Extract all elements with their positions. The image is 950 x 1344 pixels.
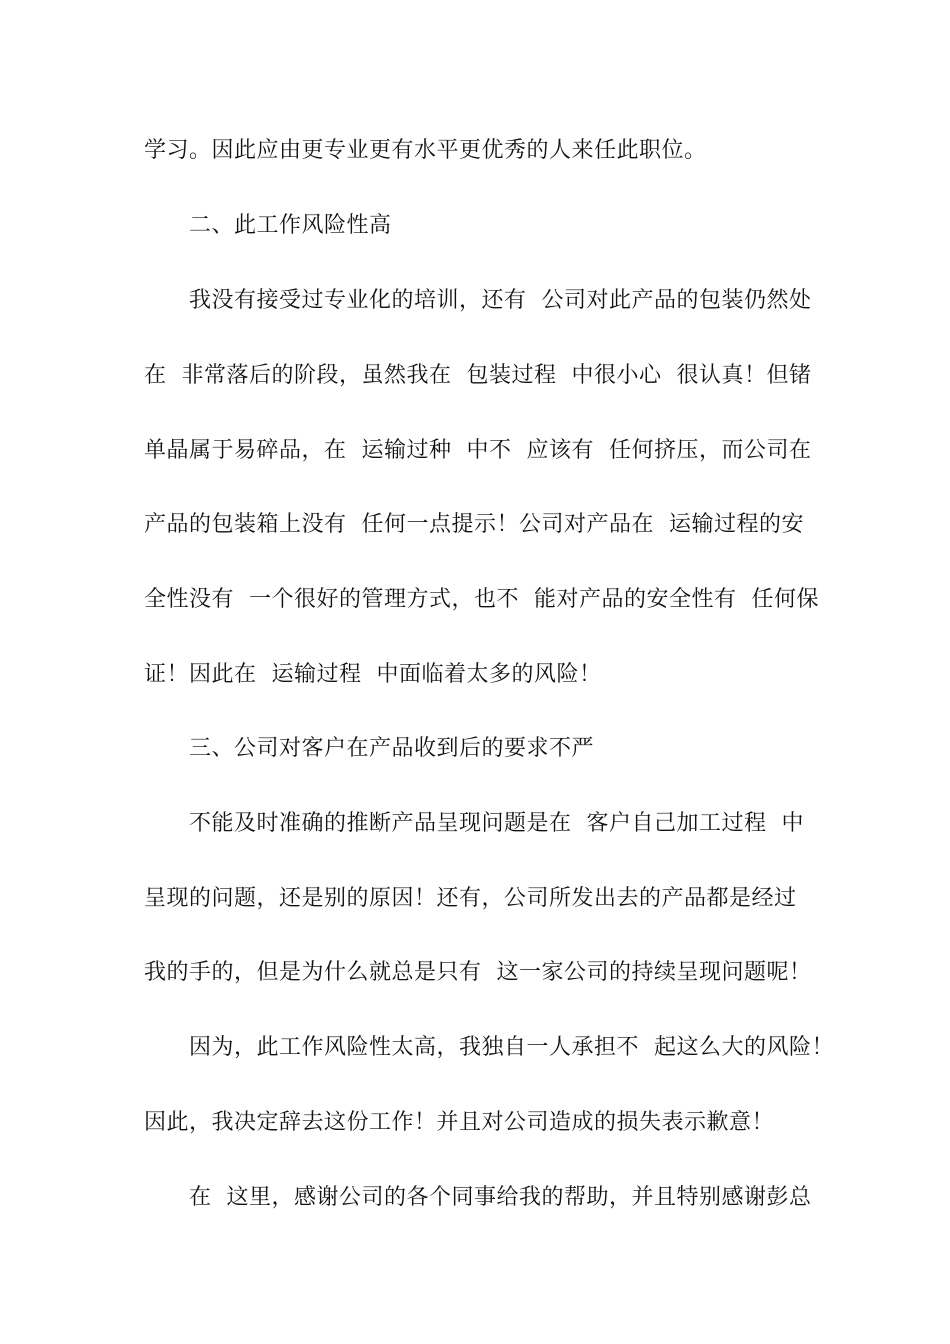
text-line-4: 在 非常落后的阶段，虽然我在 包装过程 中很小心 很认真！但锗 (144, 363, 812, 388)
text-line-7: 全性没有 一个很好的管理方式，也不 能对产品的安全性有 任何保 (144, 587, 819, 612)
text-line-13: 因为，此工作风险性太高，我独自一人承担不 起这么大的风险！ (189, 1035, 834, 1060)
text-line-1: 学习。因此应由更专业更有水平更优秀的人来任此职位。 (144, 138, 707, 163)
text-line-14: 因此，我决定辞去这份工作！并且对公司造成的损失表示歉意！ (144, 1110, 775, 1135)
text-line-10: 不能及时准确的推断产品呈现问题是在 客户自己加工过程 中 (189, 811, 804, 836)
section-heading-3: 三、公司对客户在产品收到后的要求不严 (189, 736, 595, 761)
section-heading-2: 二、此工作风险性高 (189, 213, 392, 238)
text-line-15: 在 这里，感谢公司的各个同事给我的帮助，并且特别感谢彭总 (189, 1185, 812, 1210)
text-line-5: 单晶属于易碎品，在 运输过种 中不 应该有 任何挤压，而公司在 (144, 438, 812, 463)
text-line-3: 我没有接受过专业化的培训，还有 公司对此产品的包装仍然处 (189, 288, 812, 313)
text-line-6: 产品的包装箱上没有 任何一点提示！公司对产品在 运输过程的安 (144, 512, 804, 537)
text-line-11: 呈现的问题，还是别的原因！还有，公司所发出去的产品都是经过 (144, 886, 797, 911)
text-line-8: 证！因此在 运输过程 中面临着太多的风险！ (144, 662, 602, 687)
text-line-12: 我的手的，但是为什么就总是只有 这一家公司的持续呈现问题呢！ (144, 960, 812, 985)
